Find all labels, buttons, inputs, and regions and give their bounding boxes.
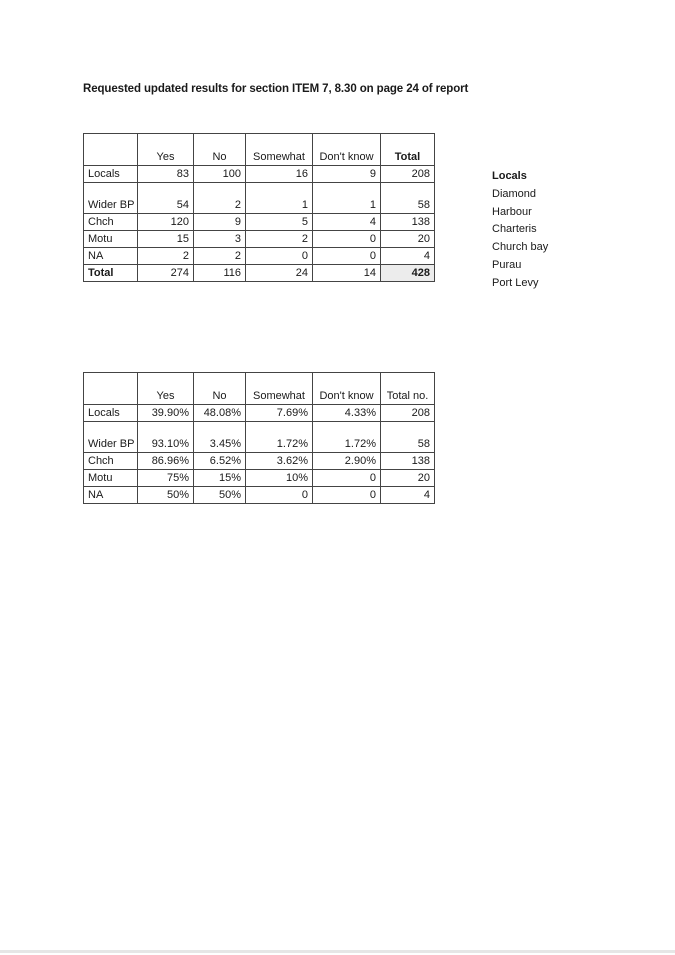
row-label: Locals	[84, 405, 138, 422]
table-cell: 0	[313, 470, 381, 487]
table-cell: 2	[246, 231, 313, 248]
row-label: Chch	[84, 453, 138, 470]
row-label: Motu	[84, 231, 138, 248]
table-cell: 138	[381, 453, 435, 470]
table-cell: 86.96%	[138, 453, 194, 470]
table-cell: 1	[313, 183, 381, 214]
table-cell: 3	[194, 231, 246, 248]
table-row	[84, 487, 435, 504]
table-cell: 83	[138, 166, 194, 183]
locals-heading: Locals	[492, 170, 527, 182]
table-cell: 6.52%	[194, 453, 246, 470]
percent-table	[83, 372, 435, 504]
total-row	[84, 265, 435, 282]
row-label: Chch	[84, 214, 138, 231]
locals-item: Charteris	[492, 223, 537, 236]
table-row	[84, 405, 435, 422]
table-cell: 4	[381, 248, 435, 265]
table-cell: 208	[381, 166, 435, 183]
header-cell: Yes	[138, 373, 194, 405]
locals-item: Harbour	[492, 205, 532, 218]
table-cell: 50%	[138, 487, 194, 504]
table-header-row	[84, 373, 435, 405]
row-label: NA	[84, 487, 138, 504]
locals-item: Church bay	[492, 241, 549, 254]
table-row	[84, 166, 435, 183]
table-cell: 16	[246, 166, 313, 183]
table-cell: 39.90%	[138, 405, 194, 422]
header-cell: No	[194, 373, 246, 405]
table-row	[84, 214, 435, 231]
table-cell: 54	[138, 183, 194, 214]
locals-item: Purau	[492, 258, 522, 271]
row-label: Wider BP	[84, 183, 138, 214]
table-cell: 1.72%	[313, 422, 381, 453]
table-cell: 58	[381, 183, 435, 214]
row-label: NA	[84, 248, 138, 265]
table-row	[84, 231, 435, 248]
table-cell: 0	[246, 248, 313, 265]
table-cell: 20	[381, 470, 435, 487]
row-label: Motu	[84, 470, 138, 487]
row-label: Wider BP	[84, 422, 138, 453]
table-cell: 24	[246, 265, 313, 282]
header-cell: Yes	[138, 134, 194, 166]
table-cell: 48.08%	[194, 405, 246, 422]
table-cell: 2	[194, 183, 246, 214]
counts-table	[83, 133, 435, 282]
table-cell: 1	[246, 183, 313, 214]
table-row	[84, 422, 435, 453]
table-cell: 9	[313, 166, 381, 183]
table-cell: 0	[313, 248, 381, 265]
table-cell: 0	[313, 231, 381, 248]
table-row	[84, 470, 435, 487]
header-cell	[84, 134, 138, 166]
table-row	[84, 453, 435, 470]
table-cell: 3.45%	[194, 422, 246, 453]
page-title: Requested updated results for section ITEM 7, 8.30 on page 24 of report	[83, 83, 469, 95]
header-cell: Total	[381, 134, 435, 166]
header-cell: No	[194, 134, 246, 166]
table-cell: 4	[313, 214, 381, 231]
grand-total-cell: 428	[381, 265, 435, 282]
table-cell: 15	[138, 231, 194, 248]
table-cell: 93.10%	[138, 422, 194, 453]
table-cell: 4	[381, 487, 435, 504]
header-cell: Don't know	[313, 373, 381, 405]
header-cell: Somewhat	[246, 134, 313, 166]
table-cell: 20	[381, 231, 435, 248]
table-cell: 3.62%	[246, 453, 313, 470]
table-cell: 138	[381, 214, 435, 231]
row-label: Total	[84, 265, 138, 282]
header-cell	[84, 373, 138, 405]
table-row	[84, 248, 435, 265]
table-cell: 2	[194, 248, 246, 265]
locals-list	[492, 168, 548, 293]
table-cell: 0	[313, 487, 381, 504]
table-cell: 50%	[194, 487, 246, 504]
table-cell: 2.90%	[313, 453, 381, 470]
locals-item: Diamond	[492, 187, 537, 200]
header-cell: Don't know	[313, 134, 381, 166]
table-cell: 75%	[138, 470, 194, 487]
table-cell: 0	[246, 487, 313, 504]
table-cell: 58	[381, 422, 435, 453]
table-cell: 120	[138, 214, 194, 231]
table-cell: 274	[138, 265, 194, 282]
table-cell: 14	[313, 265, 381, 282]
row-label: Locals	[84, 166, 138, 183]
table-cell: 116	[194, 265, 246, 282]
table-cell: 2	[138, 248, 194, 265]
table-header-row	[84, 134, 435, 166]
table-cell: 100	[194, 166, 246, 183]
page-edge-divider	[0, 950, 675, 953]
table-cell: 9	[194, 214, 246, 231]
table-cell: 7.69%	[246, 405, 313, 422]
table-cell: 4.33%	[313, 405, 381, 422]
table-cell: 5	[246, 214, 313, 231]
header-cell: Somewhat	[246, 373, 313, 405]
table-cell: 10%	[246, 470, 313, 487]
table-cell: 1.72%	[246, 422, 313, 453]
table-row	[84, 183, 435, 214]
table-cell: 208	[381, 405, 435, 422]
locals-item: Port Levy	[492, 276, 539, 289]
header-cell: Total no.	[381, 373, 435, 405]
table-cell: 15%	[194, 470, 246, 487]
